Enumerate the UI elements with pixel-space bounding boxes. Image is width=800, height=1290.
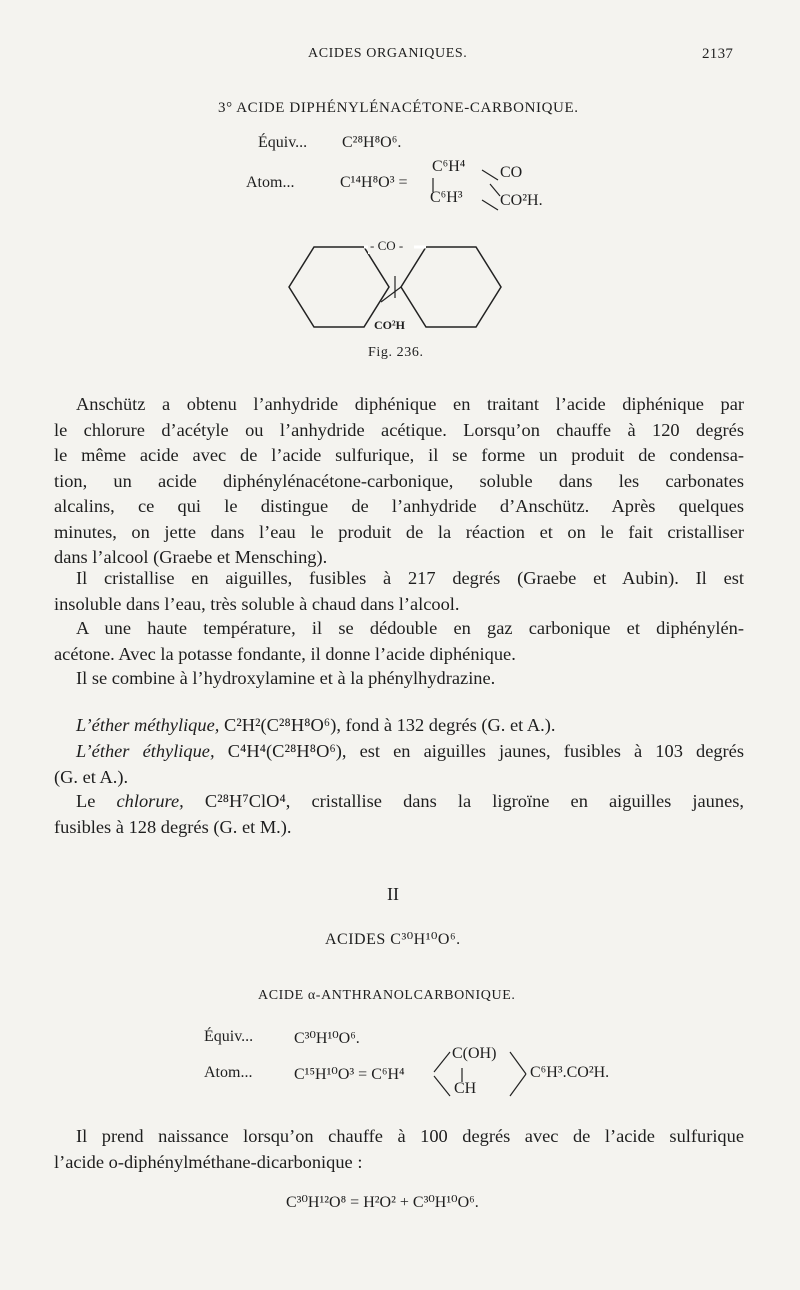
text-line: alcalins, ce qui le distingue de l’anhydride d’Anschütz. Après quelques (54, 496, 744, 516)
text-line (54, 713, 744, 739)
equiv-formula: C³⁰H¹⁰O⁶. (294, 1030, 360, 1047)
section-title: ACIDES C³⁰H¹⁰O⁶. (325, 931, 461, 948)
section-numeral: II (387, 884, 399, 904)
page-number: 2137 (702, 46, 734, 62)
atom-right-group: C⁶H³.CO²H. (530, 1064, 610, 1081)
text-line: fusibles à 128 degrés (G. et M.). (54, 816, 292, 837)
running-header (0, 46, 800, 70)
atom-bonds (430, 156, 510, 216)
atom-bottom-group: C⁶H³ (430, 189, 463, 206)
figure-caption: Fig. 236. (368, 345, 424, 360)
text-prefix: Le (76, 791, 117, 811)
text-line: dans l’alcool (Graebe et Mensching). (54, 547, 328, 567)
compound-description: C²⁸H⁷ClO⁴, cristallise dans la ligroïne en aiguilles jaunes, (183, 791, 744, 811)
paragraph-ether-ethylique (54, 739, 744, 790)
text-line: le chlorure d’acétyle ou l’anhydride acétique. Lorsqu’on chauffe à 120 degrés (54, 419, 744, 440)
text-line: minutes, on jette dans l’eau le produit de la réaction et on le fait cristalliser (54, 521, 744, 542)
figure-co2h-label: CO²H (374, 318, 405, 332)
atom-top-group: C⁶H⁴ (432, 158, 466, 175)
paragraph-naissance (54, 1124, 744, 1175)
atom-formula: C¹⁵H¹⁰O³ = C⁶H⁴ (294, 1066, 405, 1083)
compound-description: C²H²(C²⁸H⁸O⁶), fond à 132 degrés (G. et A.). (219, 715, 556, 735)
atom-label: Atom... (204, 1064, 253, 1081)
header-title: ACIDES ORGANIQUES. (308, 46, 468, 61)
compound-name: chlorure, (116, 791, 184, 811)
atom-bonds (432, 1046, 532, 1102)
equiv-label: Équiv... (204, 1028, 254, 1045)
text-line: Il prend naissance lorsqu’on chauffe à 100 degrés avec de l’acide sulfurique (76, 1126, 744, 1146)
atom-co: CO (500, 164, 523, 181)
text-line: insoluble dans l’eau, très soluble à chaud dans l’alcool. (54, 593, 460, 614)
section-subtitle: ACIDE α-ANTHRANOLCARBONIQUE. (258, 988, 516, 1003)
text-line: le même acide avec de l’acide sulfurique, il se forme un produit de condensa- (54, 445, 744, 465)
equiv-label: Équiv... (258, 134, 308, 151)
paragraph-2 (54, 566, 744, 617)
compound-name: L’éther éthylique, (76, 741, 215, 761)
text-line: Il cristallise en aiguilles, fusibles à 217 degrés (Graebe et Aubin). Il est (76, 568, 744, 588)
paragraph-4 (54, 666, 744, 692)
figure-co-label: - CO - (370, 238, 404, 253)
text-line: (G. et A.). (54, 766, 129, 787)
text-line: Il se combine à l’hydroxylamine et à la phénylhydrazine. (76, 668, 496, 688)
atom-bottom-group: CH (454, 1080, 477, 1097)
text-line (54, 739, 744, 765)
equiv-formula: C²⁸H⁸O⁶. (342, 134, 402, 151)
text-line: A une haute température, il se dédouble en gaz carbonique et diphénylén- (76, 618, 744, 638)
text-line: l’acide o-diphénylméthane-dicarbonique : (54, 1151, 363, 1172)
atom-top-group: C(OH) (452, 1045, 497, 1062)
section-heading: 3° ACIDE DIPHÉNYLÉNACÉTONE-CARBONIQUE. (218, 100, 579, 116)
paragraph-ether-methylique (54, 713, 744, 739)
text-line: acétone. Avec la potasse fondante, il donne l’acide diphénique. (54, 643, 516, 664)
paragraph-chlorure (54, 789, 744, 840)
atom-formula: C¹⁴H⁸O³ = (340, 174, 408, 191)
text-line: tion, un acide diphénylénacétone-carbonique, soluble dans les carbonates (54, 470, 744, 491)
compound-description: C⁴H⁴(C²⁸H⁸O⁶), est en aiguilles jaunes, fusibles à 103 degrés (214, 741, 744, 761)
text-line (54, 789, 744, 815)
text-line: Anschütz a obtenu l’anhydride diphénique en traitant l’acide diphénique par (76, 394, 744, 414)
compound-name: L’éther méthylique, (76, 715, 220, 735)
paragraph-3 (54, 616, 744, 667)
atom-co2h: CO²H. (500, 192, 543, 209)
reaction-equation: C³⁰H¹²O⁸ = H²O² + C³⁰H¹⁰O⁶. (286, 1194, 479, 1211)
paragraph-1 (54, 392, 744, 571)
atom-label: Atom... (246, 174, 295, 191)
